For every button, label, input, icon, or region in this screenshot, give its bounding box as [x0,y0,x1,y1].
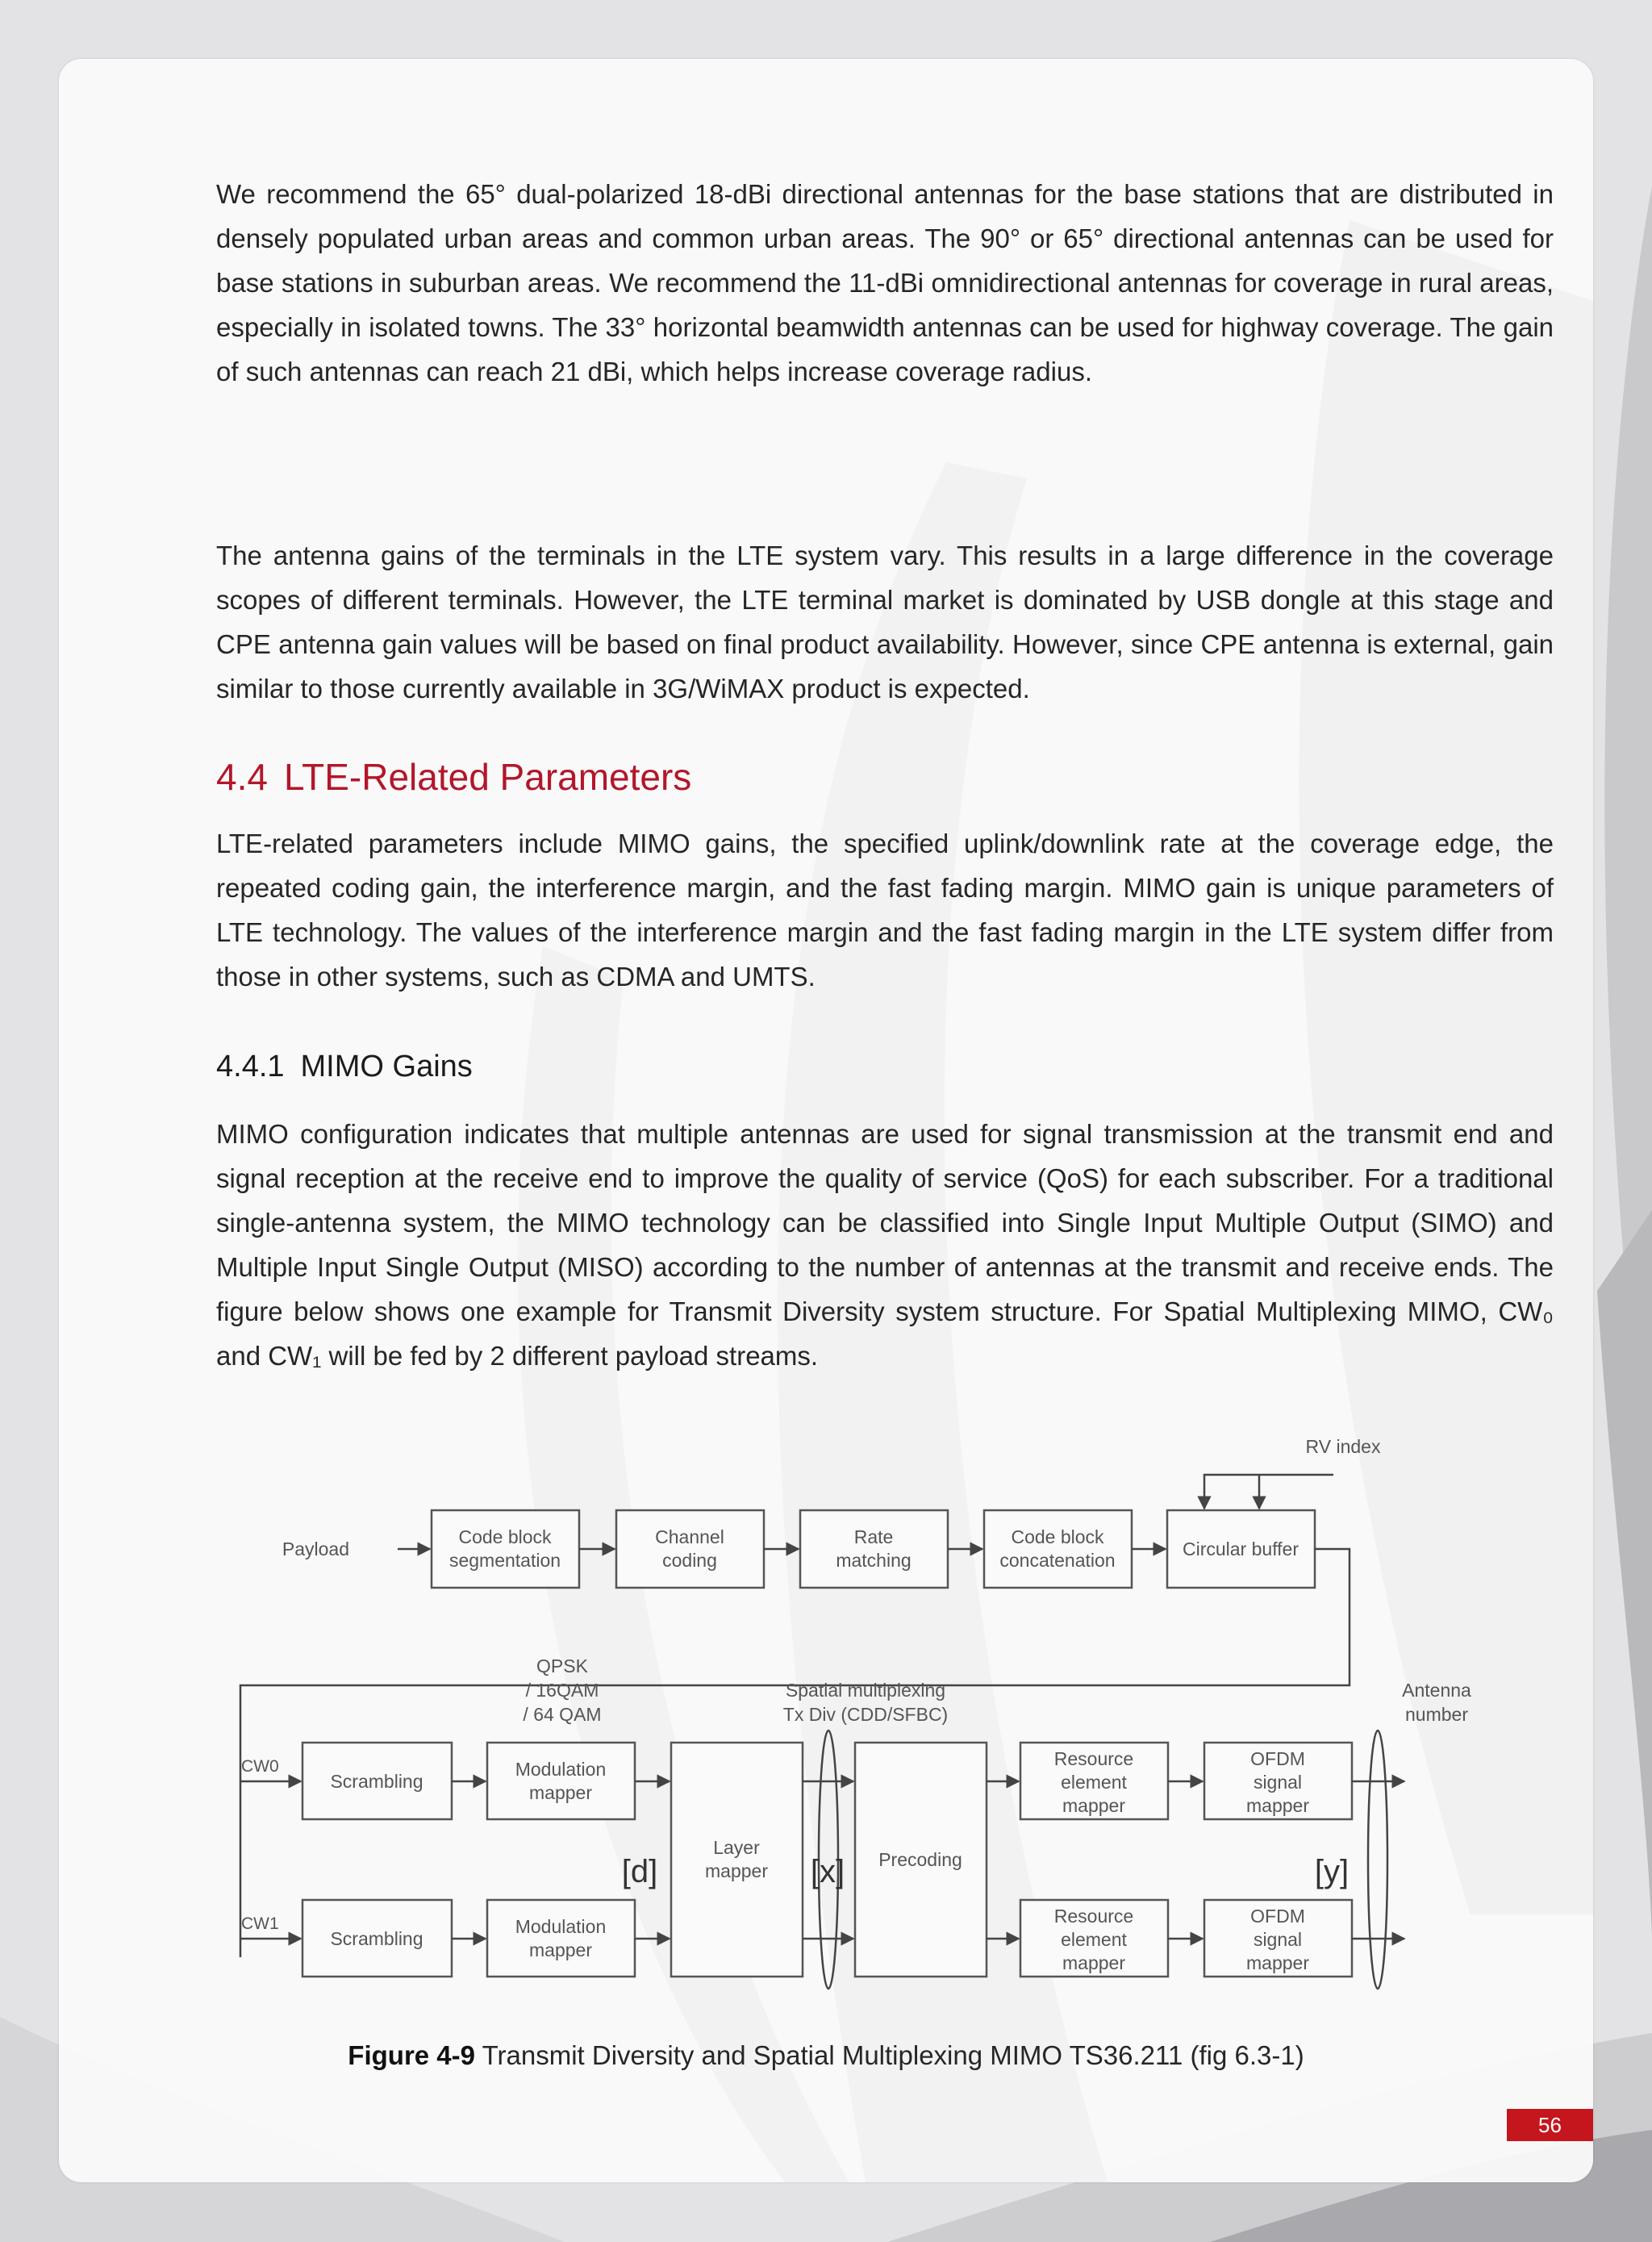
rate-matching-line2: matching [836,1550,912,1571]
figure-caption-text: Transmit Diversity and Spatial Multiplexing MIMO TS36.211 (fig 6.3-1) [482,2040,1304,2070]
modulation-mapper-cw0-line2: mapper [529,1782,592,1803]
code-block-segmentation-block [432,1510,579,1588]
precoding-text: Precoding [878,1849,962,1870]
paragraph-mimo-gains: MIMO configuration indicates that multiple antennas are used for signal transmission at the transmit end and signal reception at the receive end to improve the quality of service (QoS) for each subscriber. For a traditional single-antenna system, the MIMO technology can be classified into Single Input Multiple Output (SIMO) and Multiple Input Single Output (MISO) according to the number of antennas at the transmit and receive ends. The figure below shows one example for Transmit Diversity system structure. For Spatial Multiplexing MIMO, CW₀ and CW₁ will be fed by 2 different payload streams. [216,1119,1554,1371]
figure-caption-label: Figure 4-9 [348,2040,475,2070]
payload-label: Payload [282,1539,349,1559]
subsection-number: 4.4.1 [216,1050,285,1083]
re-mapper-0-line3: mapper [1062,1795,1125,1816]
spatial-label-line2: Tx Div (CDD/SFBC) [782,1704,949,1725]
channel-coding-line2: coding [662,1550,717,1571]
qpsk-label-line3: / 64 QAM [523,1704,602,1725]
mimo-block-diagram [59,59,1593,2182]
re-mapper-1-line3: mapper [1062,1952,1125,1973]
subsection-title: MIMO Gains [300,1050,473,1083]
modulation-mapper-cw1-line2: mapper [529,1939,592,1960]
ofdm-mapper-0-line1: OFDM [1250,1748,1305,1769]
paragraph-terminal-antenna-gains: The antenna gains of the terminals in the LTE system vary. This results in a large difference in the coverage scopes of different terminals. However, the LTE terminal market is dominated by USB dongle at this stage and CPE antenna gain values will be based on final product availability. However, since CPE antenna is external, gain similar to those currently available in 3G/WiMAX product is expected. [216,541,1554,703]
paragraph-antenna-recommendation: We recommend the 65° dual-polarized 18-dBi directional antennas for the base stations that are distributed in densely populated urban areas and common urban areas. The 90° or 65° directional antennas can be used for base stations in suburban areas. We recommend the 11-dBi omnidirectional antennas for coverage in rural areas, especially in isolated towns. The 33° horizontal beamwidth antennas can be used for highway coverage. The gain of such antennas can reach 21 dBi, which helps increase coverage radius. [216,179,1554,386]
re-mapper-1-line1: Resource [1053,1906,1134,1927]
modulation-mapper-cw1-line1: Modulation [515,1916,607,1937]
cw1-label: CW1 [241,1914,279,1933]
re-mapper-0-line1: Resource [1053,1748,1134,1769]
cw0-label: CW0 [241,1757,279,1776]
ofdm-mapper-0-line3: mapper [1246,1795,1309,1816]
antenna-bundle-ellipse [1368,1731,1387,1989]
qpsk-label-line1: QPSK [536,1655,588,1676]
section-number: 4.4 [216,756,268,798]
rv-index-label: RV index [1305,1436,1381,1457]
document-page [59,59,1593,2182]
ofdm-mapper-1-line2: signal [1253,1929,1303,1950]
layer-mapper-line2: mapper [705,1860,768,1881]
ofdm-mapper-1-line3: mapper [1246,1952,1309,1973]
figure-caption [0,2038,1652,2073]
x-label: [x] [810,1854,845,1889]
d-label: [d] [621,1854,658,1889]
scrambling-text-cw0: Scrambling [330,1771,423,1792]
page-number-badge: 56 [1507,2109,1593,2141]
modulation-mapper-cw0-line1: Modulation [515,1759,607,1780]
layer-mapper-block [671,1743,803,1977]
code-block-concatenation-line2: concatenation [999,1550,1116,1571]
ofdm-mapper-0-line2: signal [1253,1772,1303,1793]
qpsk-label-line2: / 16QAM [525,1680,599,1701]
channel-coding-line1: Channel [655,1526,724,1547]
re-mapper-1-line2: element [1061,1929,1127,1950]
re-mapper-0-line2: element [1061,1772,1127,1793]
layer-mapper-line1: Layer [713,1837,760,1858]
code-block-segmentation-line2: segmentation [448,1550,561,1571]
modulation-mapper-block-cw1 [487,1900,635,1977]
rate-matching-line1: Rate [853,1526,894,1547]
spatial-label-line1: Spatial multiplexing [785,1680,946,1701]
paragraph-lte-parameters: LTE-related parameters include MIMO gains, the specified uplink/downlink rate at the coverage edge, the repeated coding gain, the interference margin, and the fast fading margin. MIMO gain is unique parameters of LTE technology. The values of the interference margin and the fast fading margin in the LTE system differ from those in other systems, such as CDMA and UMTS. [216,829,1554,992]
code-block-concatenation-line1: Code block [1011,1526,1104,1547]
antenna-label-line2: number [1405,1704,1468,1725]
code-block-segmentation-line1: Code block [458,1526,552,1547]
antenna-label-line1: Antenna [1402,1680,1471,1701]
ofdm-mapper-1-line1: OFDM [1250,1906,1305,1927]
y-label: [y] [1314,1854,1350,1889]
section-title: LTE-Related Parameters [283,756,692,798]
circular-buffer-text: Circular buffer [1182,1539,1299,1559]
modulation-mapper-block-cw0 [487,1743,635,1819]
scrambling-text-cw1: Scrambling [330,1928,423,1949]
channel-coding-block [616,1510,764,1588]
code-block-concatenation-block [984,1510,1132,1588]
rate-matching-block [800,1510,948,1588]
